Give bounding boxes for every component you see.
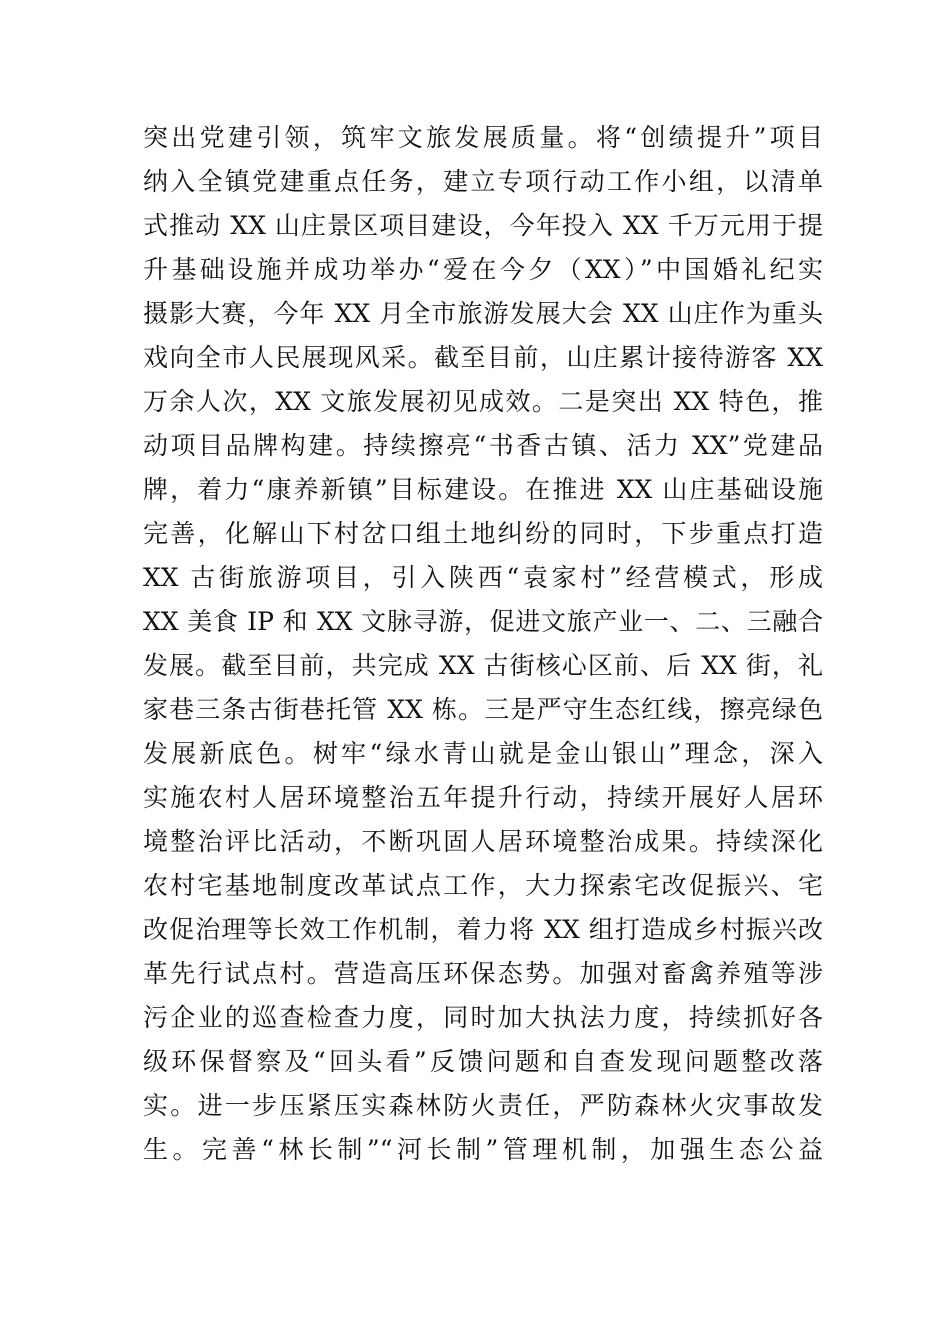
text-line: 发展新底色。树牢“绿水青山就是金山银山”理念，深入 [143, 739, 823, 768]
text-line: 实。进一步压紧压实森林防火责任，严防森林火灾事故发 [143, 1091, 823, 1120]
text-line: XX 古街旅游项目，引入陕西“袁家村”经营模式，形成 [143, 563, 823, 592]
text-line: 污企业的巡查检查力度，同时加大执法力度，持续抓好各 [143, 1003, 823, 1032]
text-line: 改促治理等长效工作机制，着力将 XX 组打造成乡村振兴改 [143, 915, 823, 944]
text-line: 升基础设施并成功举办“爱在今夕（XX）”中国婚礼纪实 [143, 255, 823, 284]
text-line: 农村宅基地制度改革试点工作，大力探索宅改促振兴、宅 [143, 871, 823, 900]
text-line: 实施农村人居环境整治五年提升行动，持续开展好人居环 [143, 783, 823, 812]
text-line: 摄影大赛，今年 XX 月全市旅游发展大会 XX 山庄作为重头 [143, 299, 823, 328]
text-line: 突出党建引领，筑牢文旅发展质量。将“创绩提升”项目 [143, 123, 823, 152]
text-line: 纳入全镇党建重点任务，建立专项行动工作小组，以清单 [143, 167, 823, 196]
text-line: 革先行试点村。营造高压环保态势。加强对畜禽养殖等涉 [143, 959, 823, 988]
text-line: 家巷三条古街巷托管 XX 栋。三是严守生态红线，擦亮绿色 [143, 695, 823, 724]
text-line: 万余人次，XX 文旅发展初见成效。二是突出 XX 特色，推 [143, 387, 823, 416]
text-line: 戏向全市人民展现风采。截至目前，山庄累计接待游客 XX [143, 343, 823, 372]
text-line: 动项目品牌构建。持续擦亮“书香古镇、活力 XX”党建品 [143, 431, 823, 460]
text-line: 发展。截至目前，共完成 XX 古街核心区前、后 XX 街，礼 [143, 651, 823, 680]
text-line: 式推动 XX 山庄景区项目建设，今年投入 XX 千万元用于提 [143, 211, 823, 240]
text-line: 生。完善“林长制”“河长制”管理机制，加强生态公益 [143, 1135, 823, 1164]
body-paragraph [143, 116, 823, 1172]
text-line: 牌，着力“康养新镇”目标建设。在推进 XX 山庄基础设施 [143, 475, 823, 504]
text-line: 完善，化解山下村岔口组土地纠纷的同时，下步重点打造 [143, 519, 823, 548]
text-line: 级环保督察及“回头看”反馈问题和自查发现问题整改落 [143, 1047, 823, 1076]
text-line: 境整治评比活动，不断巩固人居环境整治成果。持续深化 [143, 827, 823, 856]
text-line: XX 美食 IP 和 XX 文脉寻游，促进文旅产业一、二、三融合 [143, 607, 823, 636]
